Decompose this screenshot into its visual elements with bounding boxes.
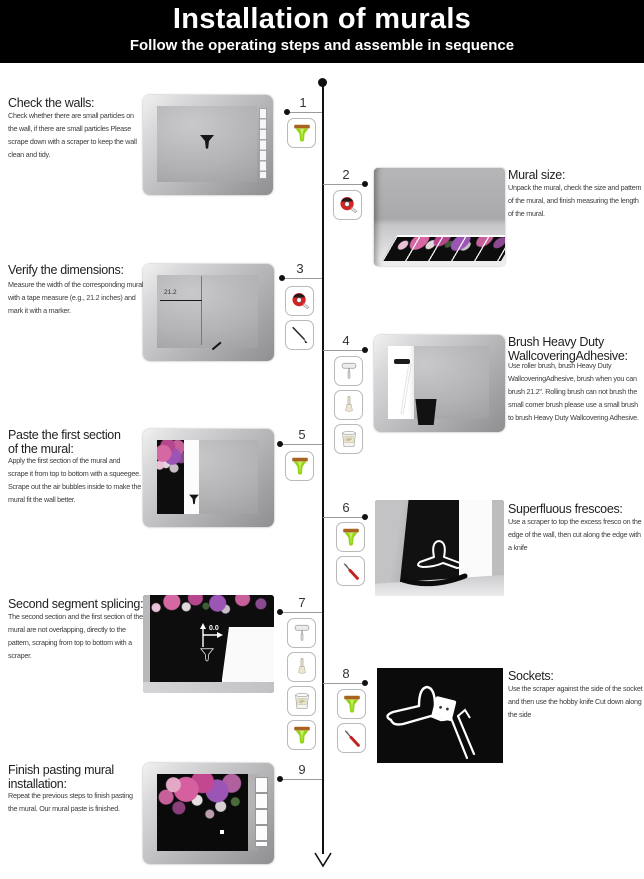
step-2-illustration (374, 168, 505, 266)
step-8-title: Sockets: (508, 669, 554, 683)
step-3-body: Measure the width of the corresponding mural with a tape measure (e.g., 21.2 inches) and mark it with a marker. (8, 280, 144, 315)
step-7-tools (287, 618, 316, 750)
step-7-connector (280, 612, 322, 613)
knife-icon (336, 556, 365, 586)
timeline-line (322, 82, 324, 854)
left-wall (143, 595, 150, 693)
step-2-dot (362, 181, 368, 187)
tape-measure-icon (285, 286, 314, 316)
step-9-dot (277, 776, 283, 782)
page-subtitle: Follow the operating steps and assemble in sequence (129, 37, 515, 54)
squeegee-icon (337, 689, 366, 719)
squeegee-glyph (187, 493, 201, 511)
finished-mural (157, 774, 248, 851)
step-8-tools (337, 689, 366, 753)
step-3-dot (279, 275, 285, 281)
adhesive-bucket (414, 399, 438, 425)
step-6-illustration (375, 500, 504, 596)
step-5-tools (285, 451, 314, 481)
step-3-connector (282, 278, 322, 279)
step-9-body: Repeat the previous steps to finish pasting the mural. Our mural paste is finished. (8, 791, 133, 813)
step-4-dot (362, 347, 368, 353)
squeegee-glyph (197, 133, 217, 156)
step-5-illustration (143, 429, 274, 527)
marker-pen-icon (285, 320, 314, 350)
step-2-body: Unpack the mural, check the size and pattern of the mural, and finish measuring the length of the mural. (508, 183, 642, 218)
step-1-body: Check whether there are small particles on the wall, if there are small particles Please scrape down with a scraper to keep the wall clean and tidy. (8, 111, 137, 159)
step-8-connector (323, 683, 365, 684)
step-3-illustration (143, 264, 274, 361)
squeegee-glyph (198, 647, 216, 668)
arrow-down-icon (312, 850, 334, 875)
knife-icon (337, 723, 366, 753)
step-7-body: The second section and the first section of the mural are not overlapping, directly to the pattern, scraping from top to bottom with a scraper. (8, 612, 143, 660)
step-7-number: 7 (298, 595, 306, 610)
next-section-white (222, 627, 274, 682)
adhesive-bucket-icon (334, 424, 363, 454)
step-4-connector (323, 350, 365, 351)
step-6-title: Superfluous frescoes: (508, 502, 623, 516)
step-2-title: Mural size: (508, 168, 566, 182)
step-8-dot (362, 680, 368, 686)
room-back-wall (157, 275, 258, 348)
step-8-illustration (377, 668, 503, 763)
step-2-tools (333, 190, 362, 220)
step-6-number: 6 (342, 500, 350, 515)
step-6-connector (323, 517, 365, 518)
squeegee-icon (285, 451, 314, 481)
step-7-title: Second segment splicing: (8, 597, 144, 611)
squeegee-icon (287, 720, 316, 750)
step-1-tools (287, 118, 316, 148)
step-5-connector (280, 444, 322, 445)
ladder (259, 108, 267, 179)
step-5-number: 5 (298, 427, 306, 442)
step-4-title: Brush Heavy Duty WallcoveringAdhesive: (508, 335, 628, 364)
window-panes (255, 777, 268, 847)
mural-panels-on-floor (382, 235, 505, 261)
scraper-and-knife-outline (375, 500, 504, 596)
first-mural-section (157, 440, 184, 514)
step-9-title: Finish pasting mural installation: (8, 763, 114, 792)
step-1-connector (287, 112, 322, 113)
step-2-connector (323, 184, 365, 185)
header (0, 0, 644, 63)
measure-line (160, 300, 202, 302)
step-8-number: 8 (342, 666, 350, 681)
timeline-start-dot (318, 78, 327, 87)
step-3-tools (285, 286, 314, 350)
step-3-title: Verify the dimensions: (8, 263, 124, 277)
paint-brush-icon (287, 652, 316, 682)
squeegee-icon (287, 118, 316, 148)
roller-brush-icon (287, 618, 316, 648)
step-7-dot (277, 609, 283, 615)
step-1-dot (284, 109, 290, 115)
paint-brush-icon (334, 390, 363, 420)
step-8-body: Use the scraper against the side of the socket and then use the hobby knife Cut down along the side (508, 684, 643, 719)
step-4-illustration (374, 335, 505, 432)
step-4-tools (334, 356, 363, 454)
step-1-title: Check the walls: (8, 96, 95, 110)
step-6-body: Use a scraper to top the excess fresco on the edge of the wall, then cut along the edge with a knife (508, 517, 642, 552)
squeegee-icon (336, 522, 365, 552)
seam-gap-value: 0.0 (209, 625, 219, 632)
roller-head (394, 359, 410, 364)
step-1-number: 1 (299, 95, 307, 110)
floor (143, 682, 274, 693)
page-title: Installation of murals (172, 3, 472, 35)
socket-scraper-knife-outline (377, 668, 503, 763)
adhesive-bucket-icon (287, 686, 316, 716)
measure-value: 21.2 (163, 289, 177, 297)
step-7-illustration (143, 595, 274, 693)
step-6-dot (362, 514, 368, 520)
step-9-connector (280, 779, 322, 780)
step-9-illustration (143, 763, 274, 864)
roller-brush-icon (334, 356, 363, 386)
step-3-number: 3 (296, 261, 304, 276)
tape-measure-icon (333, 190, 362, 220)
step-5-body: Apply the first section of the mural and scrape it from top to bottom with a squeegee. Scrape out the air bubbles inside to make the mural fit the wall better. (8, 456, 141, 504)
step-4-number: 4 (342, 333, 350, 348)
wall-socket (220, 830, 224, 834)
measure-vertical-line (201, 276, 202, 346)
step-6-tools (336, 522, 365, 586)
step-2-number: 2 (342, 167, 350, 182)
step-5-dot (277, 441, 283, 447)
step-1-illustration (143, 95, 273, 195)
step-4-body: Use roller brush, brush Heavy Duty WallcoveringAdhesive, brush when you can brush 21.2". Rolling brush can not brush the small corner brush please use a small brush to brush Heavy Duty Wallcovering Adhesive. (508, 361, 639, 422)
step-5-title: Paste the first section of the mural: (8, 428, 121, 457)
step-9-number: 9 (298, 762, 306, 777)
